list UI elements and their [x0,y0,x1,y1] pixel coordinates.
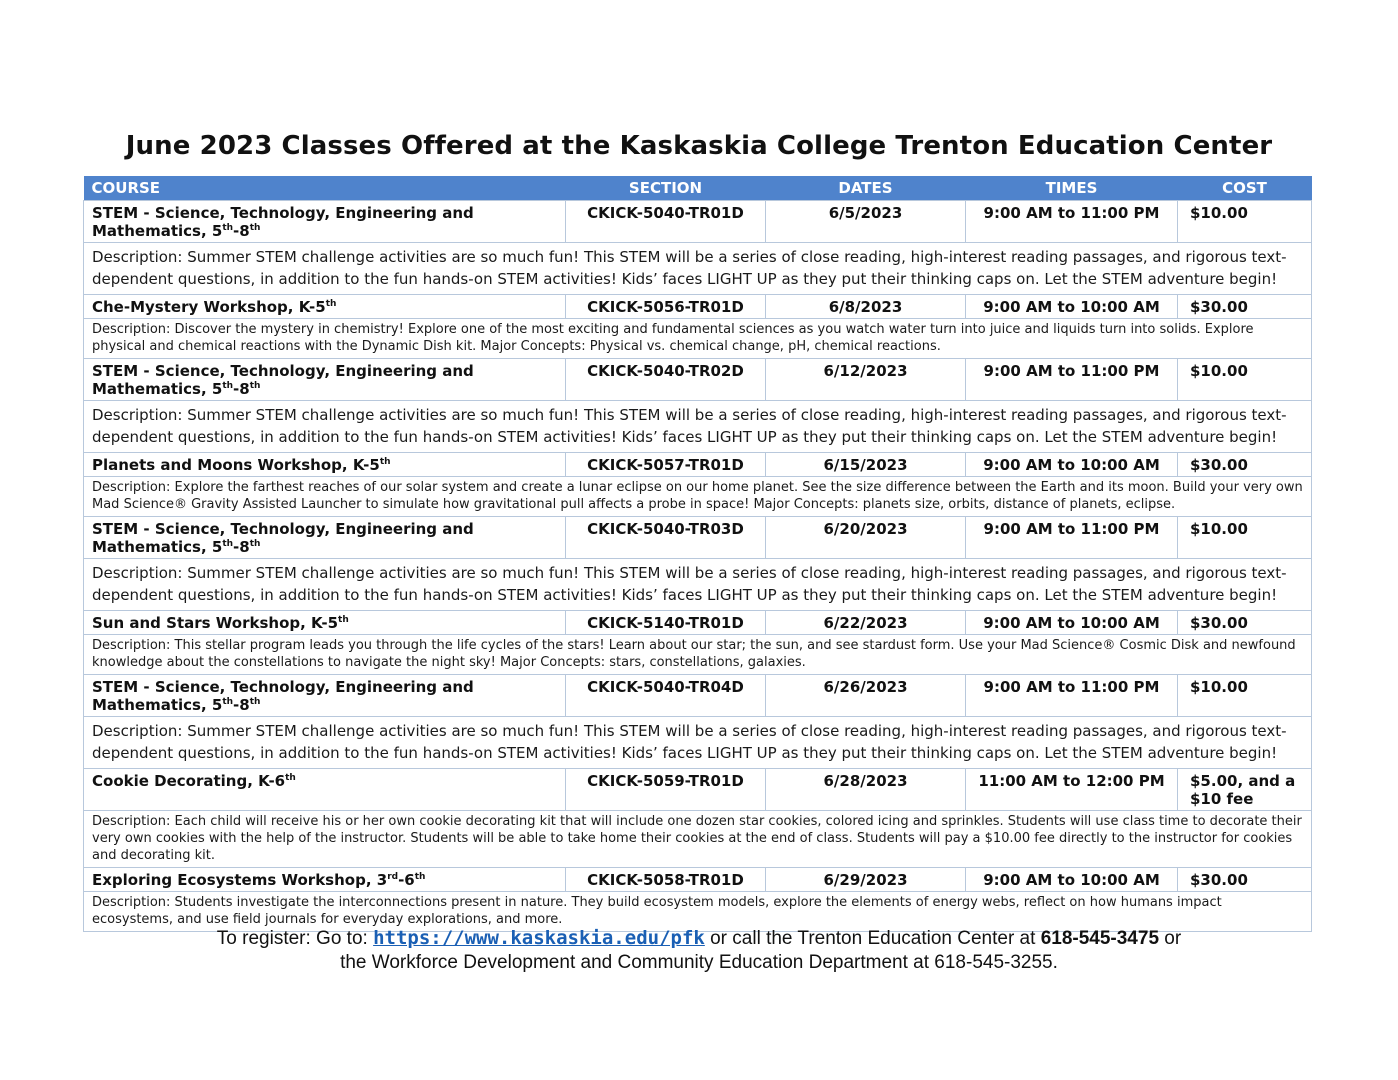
class-schedule-body [84,201,1312,932]
page-title: June 2023 Classes Offered at the Kaskaskia College Trenton Education Center [125,131,1273,161]
course-section: CKICK-5057-TR01D [566,453,766,477]
course-description: Description: Discover the mystery in chemistry! Explore one of the most exciting and fundamental sciences as you watch water turn into juice and liquids turn into solids. Explore physical and chemical reactions with the Dynamic Dish kit. Major Concepts: Physical vs. chemical change, pH, chemical reactions. [84,319,1312,359]
course-title: Che-Mystery Workshop, K-5 [92,298,326,316]
ordinal-suffix: th [249,381,261,391]
course-title-part: -8 [233,696,250,714]
course-name [84,769,566,811]
course-section: CKICK-5040-TR04D [566,675,766,717]
course-description: Description: This stellar program leads you through the life cycles of the stars! Learn about our star; the sun, and see stardust form. Use your Mad Science® Cosmic Disk and newfound knowledge about the constellations to navigate the night sky! Major Concepts: stars, constellations, galaxies. [84,635,1312,675]
course-date: 6/8/2023 [766,295,966,319]
footer-line-2: the Workforce Development and Community Education Department at 618-545-3255. [340,952,1058,973]
description-row [84,559,1312,611]
course-section: CKICK-5040-TR01D [566,201,766,243]
course-cost: $5.00, and a $10 fee [1178,769,1312,811]
description-row [84,401,1312,453]
course-name [84,517,566,559]
course-section: CKICK-5058-TR01D [566,868,766,892]
footer-suffix: or [1159,928,1182,949]
course-cost: $10.00 [1178,517,1312,559]
course-date: 6/20/2023 [766,517,966,559]
ordinal-suffix: th [222,539,234,549]
column-header-dates: DATES [766,176,966,201]
footer-mid: or call the Trenton Education Center at [704,928,1041,949]
column-header-cost: COST [1178,176,1312,201]
course-name [84,611,566,635]
course-cost: $30.00 [1178,611,1312,635]
course-time: 9:00 AM to 11:00 PM [966,359,1178,401]
table-header-row [84,176,1312,201]
course-time: 9:00 AM to 11:00 PM [966,675,1178,717]
class-row [84,868,1312,892]
footer-line-1 [0,926,1398,951]
class-row [84,675,1312,717]
course-name [84,201,566,243]
course-name [84,359,566,401]
course-title: Planets and Moons Workshop, K-5 [92,456,380,474]
course-time: 9:00 AM to 10:00 AM [966,453,1178,477]
ordinal-suffix: th [379,457,391,467]
class-row [84,201,1312,243]
course-cost: $10.00 [1178,675,1312,717]
course-title: Cookie Decorating, K-6 [92,772,286,790]
ordinal-suffix: th [249,539,261,549]
course-title: Sun and Stars Workshop, K-5 [92,614,339,632]
course-cost: $30.00 [1178,453,1312,477]
course-section: CKICK-5040-TR02D [566,359,766,401]
description-row [84,717,1312,769]
ordinal-suffix: th [285,773,296,783]
course-section: CKICK-5140-TR01D [566,611,766,635]
ordinal-suffix: th [249,697,261,707]
course-date: 6/12/2023 [766,359,966,401]
course-description: Description: Summer STEM challenge activities are so much fun! This STEM will be a series of close reading, high-interest reading passages, and rigorous text-dependent questions, in addition to the fun hands-on STEM activities! Kids’ faces LIGHT UP as they put their thinking caps on. Let the STEM adventure begin! [84,243,1312,295]
course-date: 6/26/2023 [766,675,966,717]
ordinal-suffix: th [325,299,337,309]
course-section: CKICK-5059-TR01D [566,769,766,811]
description-row [84,319,1312,359]
course-name [84,868,566,892]
ordinal-suffix: th [222,697,234,707]
ordinal-suffix: th [338,615,349,625]
column-header-times: TIMES [966,176,1178,201]
ordinal-suffix: th [222,223,234,233]
description-row [84,243,1312,295]
course-name [84,453,566,477]
registration-footer [0,926,1398,975]
class-row [84,517,1312,559]
course-cost: $30.00 [1178,295,1312,319]
course-description: Description: Summer STEM challenge activities are so much fun! This STEM will be a series of close reading, high-interest reading passages, and rigorous text-dependent questions, in addition to the fun hands-on STEM activities! Kids’ faces LIGHT UP as they put their thinking caps on. Let the STEM adventure begin! [84,717,1312,769]
course-description: Description: Summer STEM challenge activities are so much fun! This STEM will be a series of close reading, high-interest reading passages, and rigorous text-dependent questions, in addition to the fun hands-on STEM activities! Kids’ faces LIGHT UP as they put their thinking caps on. Let the STEM adventure begin! [84,559,1312,611]
course-cost: $10.00 [1178,201,1312,243]
course-title-part: -6 [398,871,415,889]
course-date: 6/22/2023 [766,611,966,635]
course-section: CKICK-5056-TR01D [566,295,766,319]
class-row [84,453,1312,477]
course-time: 9:00 AM to 11:00 PM [966,201,1178,243]
course-date: 6/15/2023 [766,453,966,477]
course-name [84,675,566,717]
ordinal-suffix: th [222,381,234,391]
description-row [84,811,1312,868]
registration-link[interactable]: https://www.kaskaskia.edu/pfk [373,927,705,949]
course-date: 6/5/2023 [766,201,966,243]
trenton-phone: 618-545-3475 [1040,928,1160,949]
course-cost: $30.00 [1178,868,1312,892]
description-row [84,477,1312,517]
course-time: 9:00 AM to 10:00 AM [966,868,1178,892]
ordinal-suffix: th [249,223,261,233]
course-date: 6/29/2023 [766,868,966,892]
class-row [84,359,1312,401]
ordinal-suffix: th [414,872,426,882]
class-row [84,295,1312,319]
course-name [84,295,566,319]
course-title-part: -8 [233,222,250,240]
course-description: Description: Explore the farthest reaches of our solar system and create a lunar eclipse on our home planet. See the size difference between the Earth and its moon. Build your very own Mad Science® Gravity Assisted Launcher to simulate how gravitational pull affects a probe in space! Major Concepts: planets size, orbits, distance of planets, eclipse. [84,477,1312,517]
course-description: Description: Students investigate the interconnections present in nature. They build ecosystem models, explore the elements of energy webs, reflect on how humans impact ecosystems, and use field journals for everyday explorations, and more. [84,892,1312,932]
course-time: 11:00 AM to 12:00 PM [966,769,1178,811]
course-description: Description: Summer STEM challenge activities are so much fun! This STEM will be a series of close reading, high-interest reading passages, and rigorous text-dependent questions, in addition to the fun hands-on STEM activities! Kids’ faces LIGHT UP as they put their thinking caps on. Let the STEM adventure begin! [84,401,1312,453]
column-header-section: SECTION [566,176,766,201]
course-time: 9:00 AM to 10:00 AM [966,295,1178,319]
course-time: 9:00 AM to 11:00 PM [966,517,1178,559]
course-description: Description: Each child will receive his or her own cookie decorating kit that will include one dozen star cookies, colored icing and sprinkles. Students will use class time to decorate their very own cookies with the help of the instructor. Students will be able to take home their cookies at the end of class. Students will pay a $10.00 fee directly to the instructor for cookies and decorating kit. [84,811,1312,868]
class-row [84,611,1312,635]
course-title-part: -8 [233,380,250,398]
footer-prefix: To register: Go to: [216,928,374,949]
column-header-course: COURSE [84,176,566,201]
course-date: 6/28/2023 [766,769,966,811]
class-row [84,769,1312,811]
ordinal-suffix: rd [387,872,399,882]
course-title: STEM - Science, Technology, Engineering and Mathematics, 5 [92,204,474,240]
course-time: 9:00 AM to 10:00 AM [966,611,1178,635]
course-section: CKICK-5040-TR03D [566,517,766,559]
course-title-part: -8 [233,538,250,556]
course-cost: $10.00 [1178,359,1312,401]
class-schedule-table [83,176,1312,932]
course-title: STEM - Science, Technology, Engineering and Mathematics, 5 [92,678,474,714]
description-row [84,635,1312,675]
course-title: Exploring Ecosystems Workshop, 3 [92,871,388,889]
course-title: STEM - Science, Technology, Engineering and Mathematics, 5 [92,520,474,556]
course-title: STEM - Science, Technology, Engineering and Mathematics, 5 [92,362,474,398]
